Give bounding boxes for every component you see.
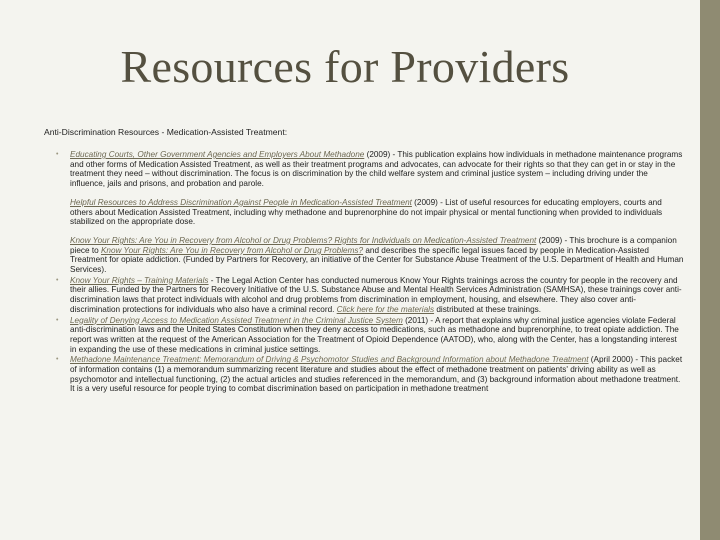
list-item bbox=[56, 198, 684, 227]
resource-link[interactable]: Know Your Rights – Training Materials bbox=[70, 275, 209, 285]
resource-description: (2009) - List of useful resources for educating employers, courts and others about Medication Assisted Treatment, including why methadone and buprenorphine do not impair physical or mental functioning when provided to individuals stabilized on the appropriate dose. bbox=[70, 197, 663, 227]
resource-description: (2011) - A report that explains why criminal justice agencies violate Federal anti-discrimination laws and the United States Constitution when they deny access to medications, such as methadone and buprenorphine, to treat opiate addiction. The report was written at the request of the American Association for the Treatment of Opioid Dependence (AATOD), who, along with the Center, has a longstanding interest in expanding the use of these medications in criminal justice settings. bbox=[70, 315, 679, 354]
resource-link[interactable]: Methadone Maintenance Treatment: Memorandum of Driving & Psychomotor Studies and Background Information about Methadone Treatment bbox=[70, 355, 589, 365]
bullet-icon: • bbox=[56, 276, 59, 284]
resource-link[interactable]: Legality of Denying Access to Medication Assisted Treatment in the Criminal Justice System bbox=[70, 315, 403, 325]
resource-link[interactable]: Helpful Resources to Address Discrimination Against People in Medication-Assisted Treatment bbox=[70, 197, 412, 207]
resource-description-cont: distributed at these trainings. bbox=[434, 304, 542, 314]
list-item bbox=[56, 236, 684, 275]
list-item bbox=[56, 276, 684, 315]
list-item bbox=[56, 150, 684, 189]
bullet-icon: • bbox=[56, 316, 59, 324]
bullet-icon: • bbox=[56, 356, 59, 364]
bullet-icon: • bbox=[56, 151, 59, 158]
list-item bbox=[56, 355, 684, 394]
page-title: Resources for Providers bbox=[120, 41, 570, 92]
resource-description: - The Legal Action Center has conducted numerous Know Your Rights trainings across the country for people in the recovery and their allies. Funded by the Partners for Recovery Initiative of the U.S. Substance Abuse and Mental Health Services Administration (SAMHSA), these trainings cover anti-discrimination laws that protect individuals with alcohol and drug problems from discrimination in employment, housing, and elsewhere. They also cover anti-discrimination protections for individuals who also have a criminal record. bbox=[70, 275, 682, 314]
materials-link[interactable]: Click here for the materials bbox=[336, 304, 435, 314]
resource-description: (April 2000) - This packet of information contains (1) a memorandum summarizing recent literature and studies about the effect of methadone treatment on patients' driving ability as well as psychomotor and intellectual functioning, (2) the actual articles and studies referenced in the memorandum, and (3) background information about methadone treatment. It is a very useful resource for people trying to combat discrimination based on participation in methadone treatment bbox=[70, 355, 683, 394]
resource-description: (2009) - This brochure is a companion piece to bbox=[70, 235, 677, 255]
resource-link[interactable]: Educating Courts, Other Government Agencies and Employers About Methadone bbox=[70, 150, 365, 159]
resource-list bbox=[56, 150, 684, 394]
resource-link[interactable]: Know Your Rights: Are You in Recovery from Alcohol or Drug Problems? Rights for Individuals on Medication-Assisted Treatment bbox=[70, 235, 537, 245]
resource-link-inline[interactable]: Know Your Rights: Are You in Recovery from Alcohol or Drug Problems? bbox=[100, 245, 364, 255]
list-item bbox=[56, 316, 684, 355]
subtitle: Anti-Discrimination Resources - Medication-Assisted Treatment: bbox=[44, 127, 288, 137]
resource-description: (2009) - This publication explains how individuals in methadone maintenance programs and other forms of Medication Assisted Treatment, as well as their treatment programs and advocates, can advocate for their rights so that they can get in or stay in the treatment they need – without discrimination. The focus is on discrimination by the child welfare system and criminal justice system – including driving under the influence, jails and prisons, and probation and parole. bbox=[70, 150, 683, 189]
resource-description-cont: and describes the specific legal issues faced by people in Medication-Assisted Treatment for opiate addiction. (Funded by Partners for Recovery, an initiative of the Center for Substance Abuse Treatment of the U.S. Department of Health and Human Services). bbox=[70, 245, 684, 275]
decorative-stripe bbox=[700, 0, 720, 540]
